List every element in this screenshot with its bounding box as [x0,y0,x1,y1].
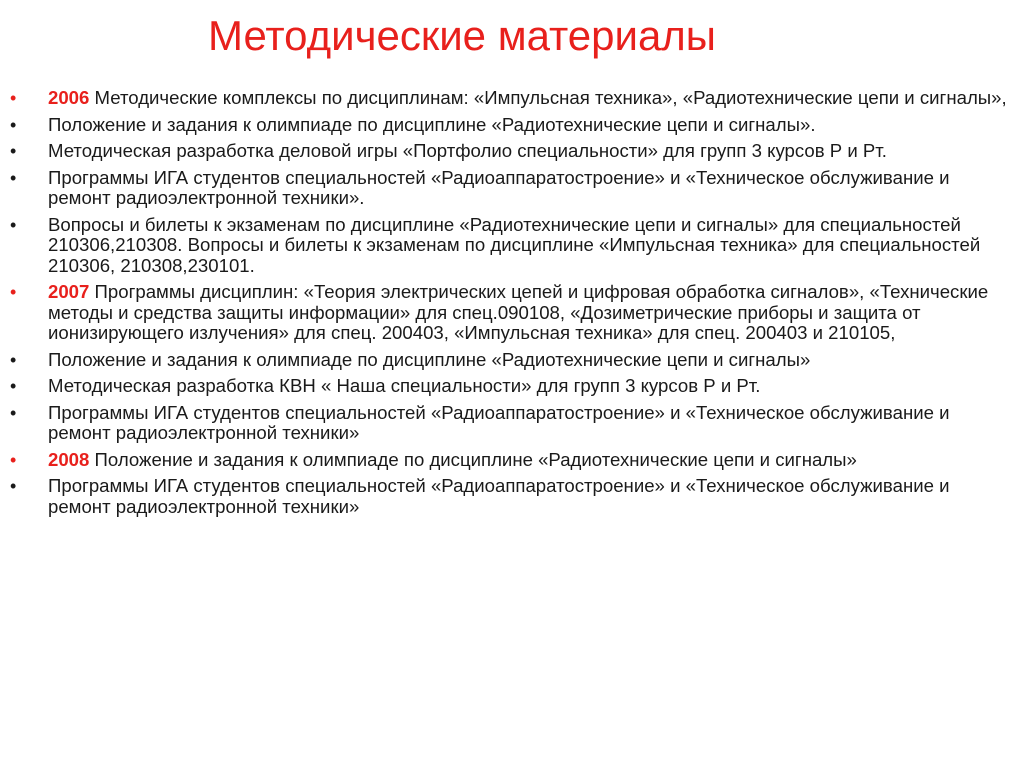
item-text: Положение и задания к олимпиаде по дисциплине «Радиотехнические цепи и сигналы». [48,113,816,135]
bullet-icon: • [10,167,17,188]
bullet-list [8,88,1008,523]
item-text: Программы ИГА студентов специальностей «Радиоаппаратостроение» и «Техническое обслуживание и ремонт радиоэлектронной техники» [48,401,950,443]
slide-title: Методические материалы [208,12,716,59]
item-text: Программы ИГА студентов специальностей «Радиоаппаратостроение» и «Техническое обслуживание и ремонт радиоэлектронной техники». [48,166,950,208]
list-item [8,168,1008,209]
item-text: Методическая разработка КВН « Наша специальности» для групп 3 курсов Р и Рт. [48,375,761,396]
list-item [8,450,1008,471]
bullet-icon: • [10,214,17,235]
item-text: Программы дисциплин: «Теория электрических цепей и цифровая обработка сигналов», «Технические методы и средства защиты информации» для спец.090108, «Дозиметрические приборы и защита от ионизирующего излучения» для спец. 200403, «Импульсная техника» для спец. 200403 и 210105, [48,281,989,343]
list-item [8,476,1008,517]
item-text: Положение и задания к олимпиаде по дисциплине «Радиотехнические цепи и сигналы» [48,348,811,370]
year-label: 2007 [48,281,90,302]
list-item [8,282,1008,344]
item-text: Положение и задания к олимпиаде по дисциплине «Радиотехнические цепи и сигналы» [89,448,857,470]
list-item [8,215,1008,277]
bullet-icon: • [10,141,17,161]
bullet-icon: • [10,402,17,423]
year-label: 2006 [48,87,90,108]
item-text: Методические комплексы по дисциплинам: «Импульсная техника», «Радиотехнические цепи и сигналы», [89,87,1007,108]
bullet-icon: • [10,114,17,135]
bullet-icon: • [10,88,17,108]
bullet-icon: • [10,476,17,496]
item-text: Вопросы и билеты к экзаменам по дисциплине «Радиотехнические цепи и сигналы» для специальностей 210306,210308. Вопросы и билеты к экзаменам по дисциплине «Импульсная техника» для специальностей 210306, 210308,230101. [48,213,981,276]
list-item [8,115,1008,136]
bullet-icon: • [10,282,17,302]
list-item [8,88,1008,109]
list-item [8,403,1008,444]
bullet-icon: • [10,376,17,396]
item-text: Программы ИГА студентов специальностей «Радиоаппаратостроение» и «Техническое обслуживание и ремонт радиоэлектронной техники» [48,475,950,517]
list-item [8,376,1008,397]
bullet-icon: • [10,449,17,470]
list-item [8,141,1008,162]
item-text: Методическая разработка деловой игры «Портфолио специальности» для групп 3 курсов Р и Рт. [48,140,887,161]
list-item [8,350,1008,371]
bullet-icon: • [10,349,17,370]
year-label: 2008 [48,448,90,470]
